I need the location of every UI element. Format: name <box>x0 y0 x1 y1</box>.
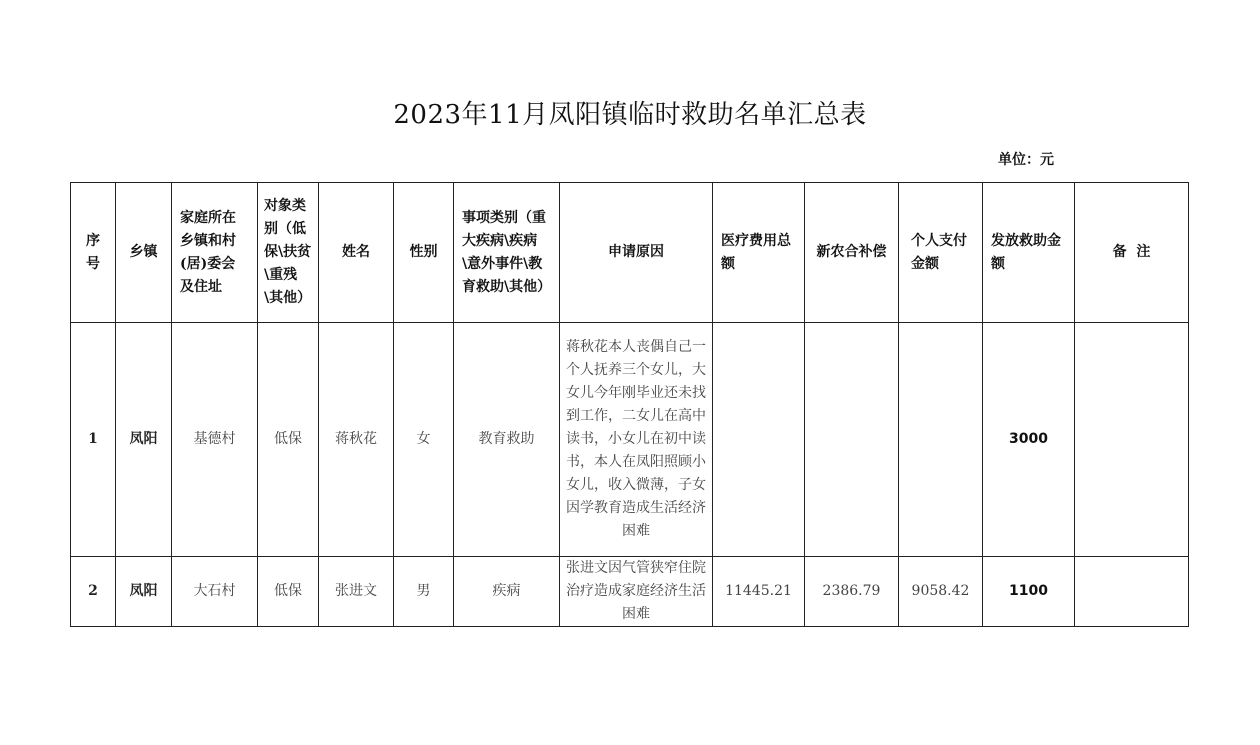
header-category: 事项类别（重大疾病\疾病\意外事件\教育救助\其他） <box>454 183 560 323</box>
header-gender: 性别 <box>394 183 454 323</box>
cell-address: 基德村 <box>172 323 258 557</box>
header-coop-subsidy: 新农合补偿 <box>805 183 899 323</box>
header-personal-pay: 个人支付金额 <box>899 183 983 323</box>
header-target-type: 对象类别（低保\扶贫\重残\其他） <box>258 183 319 323</box>
header-remarks: 备 注 <box>1075 183 1189 323</box>
cell-relief-amount: 3000 <box>983 323 1075 557</box>
unit-label: 单位：元 <box>998 152 1054 168</box>
header-name: 姓名 <box>319 183 394 323</box>
cell-reason: 张进文因气管狭窄住院治疗造成家庭经济生活困难 <box>560 557 713 627</box>
relief-summary-table <box>70 182 1189 627</box>
cell-town: 凤阳 <box>116 557 172 627</box>
cell-category: 疾病 <box>454 557 560 627</box>
document-title: 2023年11月凤阳镇临时救助名单汇总表 <box>393 100 867 130</box>
table-header-row <box>71 183 1189 323</box>
header-address: 家庭所在乡镇和村(居)委会及住址 <box>172 183 258 323</box>
cell-category: 教育救助 <box>454 323 560 557</box>
cell-target-type: 低保 <box>258 557 319 627</box>
cell-seq: 1 <box>71 323 116 557</box>
header-relief-amount: 发放救助金额 <box>983 183 1075 323</box>
cell-relief-amount: 1100 <box>983 557 1075 627</box>
table-row <box>71 557 1189 627</box>
cell-coop-subsidy: 2386.79 <box>805 557 899 627</box>
cell-town: 凤阳 <box>116 323 172 557</box>
cell-name: 蒋秋花 <box>319 323 394 557</box>
cell-medical-total: 11445.21 <box>713 557 805 627</box>
cell-address: 大石村 <box>172 557 258 627</box>
cell-personal-pay <box>899 323 983 557</box>
header-seq: 序号 <box>71 183 116 323</box>
header-reason: 申请原因 <box>560 183 713 323</box>
table-row <box>71 323 1189 557</box>
cell-name: 张进文 <box>319 557 394 627</box>
cell-seq: 2 <box>71 557 116 627</box>
cell-reason: 蒋秋花本人丧偶自己一个人抚养三个女儿，大女儿今年刚毕业还未找到工作，二女儿在高中读书，小女儿在初中读书，本人在凤阳照顾小女儿，收入微薄，子女因学教育造成生活经济困难 <box>560 323 713 557</box>
cell-personal-pay: 9058.42 <box>899 557 983 627</box>
cell-medical-total <box>713 323 805 557</box>
cell-coop-subsidy <box>805 323 899 557</box>
cell-gender: 男 <box>394 557 454 627</box>
header-town: 乡镇 <box>116 183 172 323</box>
cell-gender: 女 <box>394 323 454 557</box>
cell-target-type: 低保 <box>258 323 319 557</box>
cell-remarks <box>1075 323 1189 557</box>
cell-remarks <box>1075 557 1189 627</box>
header-medical-total: 医疗费用总额 <box>713 183 805 323</box>
